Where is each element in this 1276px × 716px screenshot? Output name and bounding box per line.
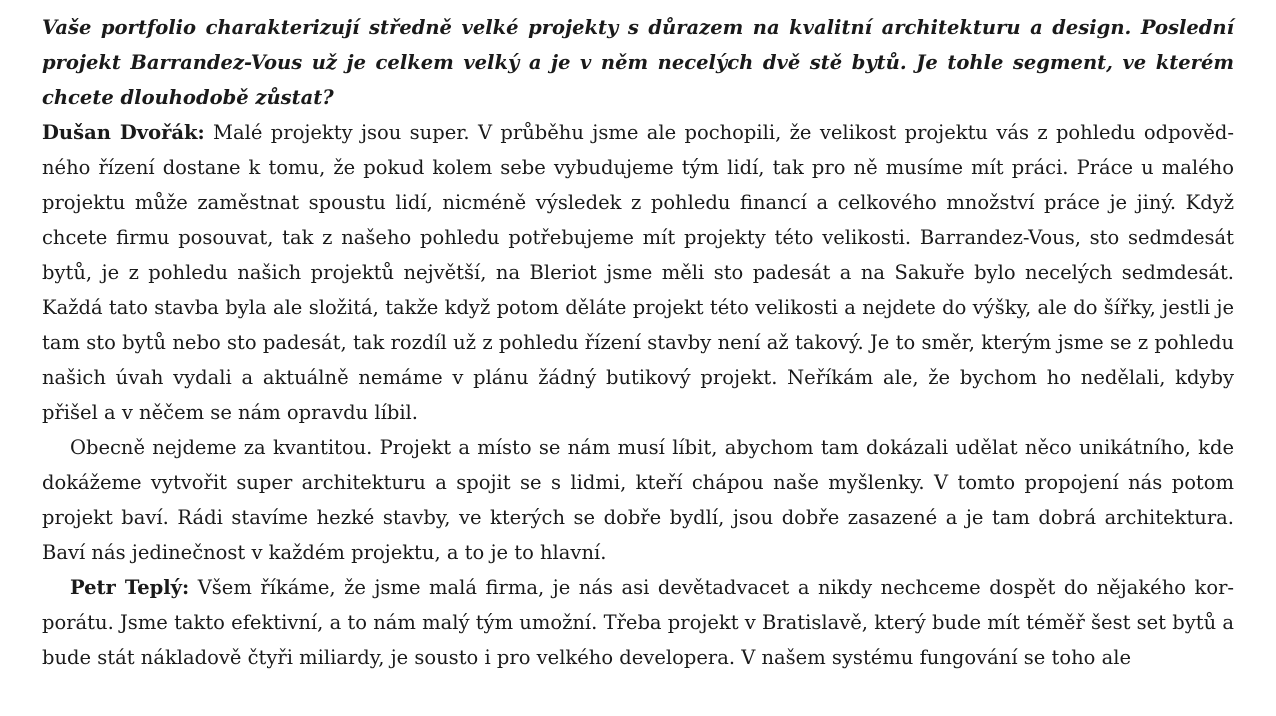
article-text xyxy=(42,10,1234,675)
speaker-name-teply: Petr Teplý: xyxy=(70,576,190,599)
interview-question: Vaše portfolio charakterizují středně velké projekty s důrazem na kvalitní architekturu a design. Poslední projekt Barrandez-Vous už je celkem velký a je v něm necelých dvě stě bytů. Je tohle segment, ve kterém chcete dlouhodobě zůstat? xyxy=(42,16,1234,109)
answer-paragraph-teply xyxy=(42,570,1234,675)
answer-text-dvorak: Malé projekty jsou super. V průběhu jsme ale pochopili, že velikost projektu vás z pohledu odpovědného řízení dostane k tomu, že pokud kolem sebe vybudujeme tým lidí, tak pro ně musíme mít práci. Práce u malého projektu může zaměstnat spoustu lidí, nicméně výsledek z pohledu financí a celkového množství práce je jiný. Když chcete firmu posouvat, tak z našeho pohledu potřebujeme mít projekty této velikosti. Barrandez-Vous, sto sedmdesát bytů, je z pohledu našich projektů největší, na Bleriot jsme měli sto padesát a na Sakuře bylo necelých sedmdesát. Každá tato stavba byla ale složitá, takže když potom děláte projekt této velikosti a nejdete do výšky, ale do šířky, jestli je tam sto bytů nebo sto padesát, tak rozdíl už z pohledu řízení stavby není až takový. Je to směr, kterým jsme se z pohledu našich úvah vydali a aktuálně nemáme v plánu žádný butikový projekt. Neříkám ale, že bychom ho nedělali, kdyby přišel a v něčem se nám opravdu líbil. xyxy=(42,121,1234,424)
answer-text-teply: Všem říkáme, že jsme malá firma, je nás asi devětadvacet a nikdy nechceme dospět do nějakého korporátu. Jsme takto efektivní, a to nám malý tým umožní. Třeba projekt v Bratislavě, který bude mít téměř šest set bytů a bude stát nákladově čtyři miliardy, je sousto i pro velkého developera. V našem systému fungování se toho ale xyxy=(42,576,1234,669)
answer-paragraph-dvorak xyxy=(42,115,1234,430)
speaker-name-dvorak: Dušan Dvořák: xyxy=(42,121,205,144)
answer-paragraph-continued: Obecně nejdeme za kvantitou. Projekt a místo se nám musí líbit, abychom tam dokázali udělat něco unikátního, kde dokážeme vytvořit super architekturu a spojit se s lidmi, kteří chápou naše myšlenky. V tomto propojení nás potom projekt baví. Rádi stavíme hezké stavby, ve kterých se dobře bydlí, jsou dobře zasazené a je tam dobrá architektura. Baví nás jedinečnost v každém projektu, a to je to hlavní. xyxy=(42,436,1234,564)
